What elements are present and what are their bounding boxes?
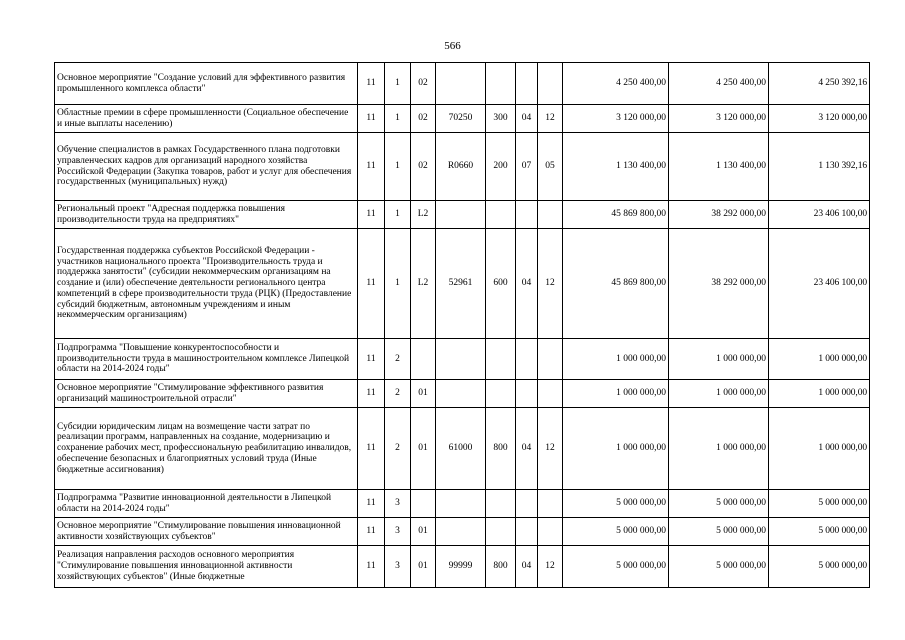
row-amount-1: 1 000 000,00 [563,339,669,380]
row-code-3: L2 [411,229,436,339]
row-code-4: 99999 [436,546,486,588]
table-row [55,63,870,105]
row-amount-1: 5 000 000,00 [563,490,669,518]
row-code-4: R0660 [436,133,486,201]
table-row [55,339,870,380]
row-amount-2: 4 250 400,00 [669,63,769,105]
row-code-5: 800 [486,546,516,588]
row-code-2: 1 [385,201,411,229]
row-amount-3: 1 000 000,00 [769,408,870,490]
row-name: Обучение специалистов в рамках Государственного плана подготовки управленческих кадров для организаций народного хозяйства Российской Федерации (Закупка товаров, работ и услуг для обеспечения государственных (муниципальных) нужд) [55,133,358,201]
row-code-6 [516,63,538,105]
row-code-1: 11 [358,380,385,408]
row-code-1: 11 [358,546,385,588]
row-amount-3: 23 406 100,00 [769,229,870,339]
row-code-4 [436,63,486,105]
row-code-5 [486,490,516,518]
row-code-2: 3 [385,546,411,588]
row-name: Государственная поддержка субъектов Российской Федерации - участников национального проекта "Производительность труда и поддержка занятости" (субсидии некоммерческим организациям на создание и (или) обеспечение деятельности регионального центра компетенций в сфере производительности труда (РЦК) (Предоставление субсидий бюджетным, автономным учреждениям и иным некоммерческим организациям) [55,229,358,339]
row-amount-1: 45 869 800,00 [563,201,669,229]
row-name: Областные премии в сфере промышленности (Социальное обеспечение и иные выплаты населению) [55,105,358,133]
row-code-3: L2 [411,201,436,229]
row-amount-1: 3 120 000,00 [563,105,669,133]
table-row [55,229,870,339]
row-code-1: 11 [358,339,385,380]
table-row [55,133,870,201]
row-code-2: 1 [385,63,411,105]
row-code-2: 2 [385,339,411,380]
row-code-5 [486,518,516,546]
row-code-5 [486,380,516,408]
row-code-1: 11 [358,518,385,546]
row-amount-2: 5 000 000,00 [669,546,769,588]
row-code-7 [538,380,563,408]
row-code-1: 11 [358,201,385,229]
row-amount-2: 5 000 000,00 [669,518,769,546]
row-code-5: 600 [486,229,516,339]
row-code-6 [516,518,538,546]
row-code-2: 3 [385,518,411,546]
row-name: Субсидии юридическим лицам на возмещение части затрат по реализации программ, направленных на создание, модернизацию и сохранение рабочих мест, профессиональную реабилитацию инвалидов, обеспечение безопасных и благоприятных условий труда (Иные бюджетные ассигнования) [55,408,358,490]
row-code-6 [516,201,538,229]
row-amount-1: 1 130 400,00 [563,133,669,201]
row-code-7: 12 [538,546,563,588]
row-code-3 [411,490,436,518]
row-code-2: 1 [385,133,411,201]
row-amount-3: 3 120 000,00 [769,105,870,133]
table-row [55,105,870,133]
row-code-3 [411,339,436,380]
row-code-4 [436,339,486,380]
row-code-7: 05 [538,133,563,201]
row-amount-1: 45 869 800,00 [563,229,669,339]
row-name: Основное мероприятие "Стимулирование эффективного развития организаций машиностроительной отрасли" [55,380,358,408]
row-amount-3: 4 250 392,16 [769,63,870,105]
row-name: Реализация направления расходов основного мероприятия "Стимулирование повышения инновационной активности хозяйствующих субъектов" (Иные бюджетные [55,546,358,588]
row-code-2: 2 [385,380,411,408]
row-amount-3: 23 406 100,00 [769,201,870,229]
row-code-7 [538,518,563,546]
row-code-2: 3 [385,490,411,518]
budget-table [54,62,870,588]
row-code-5: 300 [486,105,516,133]
row-code-2: 2 [385,408,411,490]
row-code-6: 07 [516,133,538,201]
row-code-6 [516,380,538,408]
table-row [55,380,870,408]
row-code-6: 04 [516,105,538,133]
row-code-7 [538,339,563,380]
row-code-5 [486,63,516,105]
page-number: 566 [444,40,461,52]
row-amount-2: 38 292 000,00 [669,201,769,229]
row-code-7: 12 [538,408,563,490]
row-code-5 [486,339,516,380]
row-amount-3: 1 130 392,16 [769,133,870,201]
row-code-5: 200 [486,133,516,201]
row-code-6: 04 [516,546,538,588]
row-amount-1: 5 000 000,00 [563,546,669,588]
row-amount-2: 1 130 400,00 [669,133,769,201]
row-code-7 [538,63,563,105]
row-name: Подпрограмма "Развитие инновационной деятельности в Липецкой области на 2014-2024 годы" [55,490,358,518]
row-code-4 [436,201,486,229]
row-amount-2: 1 000 000,00 [669,380,769,408]
row-code-6: 04 [516,229,538,339]
row-amount-1: 1 000 000,00 [563,380,669,408]
row-name: Основное мероприятие "Стимулирование повышения инновационной активности хозяйствующих субъектов" [55,518,358,546]
row-amount-3: 5 000 000,00 [769,546,870,588]
row-code-1: 11 [358,63,385,105]
row-code-6 [516,339,538,380]
row-code-1: 11 [358,408,385,490]
row-amount-2: 38 292 000,00 [669,229,769,339]
row-name: Основное мероприятие "Создание условий для эффективного развития промышленного комплекса области" [55,63,358,105]
row-code-4 [436,518,486,546]
row-code-3: 02 [411,133,436,201]
table-row [55,518,870,546]
row-code-4 [436,490,486,518]
row-code-3: 01 [411,408,436,490]
row-code-6: 04 [516,408,538,490]
row-amount-3: 5 000 000,00 [769,490,870,518]
row-code-2: 1 [385,229,411,339]
row-code-1: 11 [358,490,385,518]
row-code-4: 52961 [436,229,486,339]
row-amount-1: 4 250 400,00 [563,63,669,105]
row-amount-3: 1 000 000,00 [769,339,870,380]
row-code-3: 02 [411,63,436,105]
row-code-7 [538,201,563,229]
row-code-3: 01 [411,518,436,546]
row-name: Подпрограмма "Повышение конкурентоспособности и производительности труда в машиностроительном комплексе Липецкой области на 2014-2024 годы" [55,339,358,380]
row-amount-3: 1 000 000,00 [769,380,870,408]
row-code-7: 12 [538,229,563,339]
table-row [55,490,870,518]
row-code-1: 11 [358,105,385,133]
table-row [55,546,870,588]
row-code-7: 12 [538,105,563,133]
row-code-2: 1 [385,105,411,133]
row-code-4 [436,380,486,408]
row-code-3: 02 [411,105,436,133]
row-code-5 [486,201,516,229]
row-amount-2: 1 000 000,00 [669,339,769,380]
row-code-1: 11 [358,133,385,201]
row-code-4: 70250 [436,105,486,133]
table-row [55,408,870,490]
row-code-3: 01 [411,546,436,588]
row-code-1: 11 [358,229,385,339]
row-code-7 [538,490,563,518]
row-amount-1: 5 000 000,00 [563,518,669,546]
row-code-5: 800 [486,408,516,490]
row-code-4: 61000 [436,408,486,490]
row-amount-2: 3 120 000,00 [669,105,769,133]
row-amount-2: 5 000 000,00 [669,490,769,518]
row-code-3: 01 [411,380,436,408]
row-code-6 [516,490,538,518]
row-amount-3: 5 000 000,00 [769,518,870,546]
table-row [55,201,870,229]
row-name: Региональный проект "Адресная поддержка повышения производительности труда на предприятиях" [55,201,358,229]
row-amount-1: 1 000 000,00 [563,408,669,490]
row-amount-2: 1 000 000,00 [669,408,769,490]
